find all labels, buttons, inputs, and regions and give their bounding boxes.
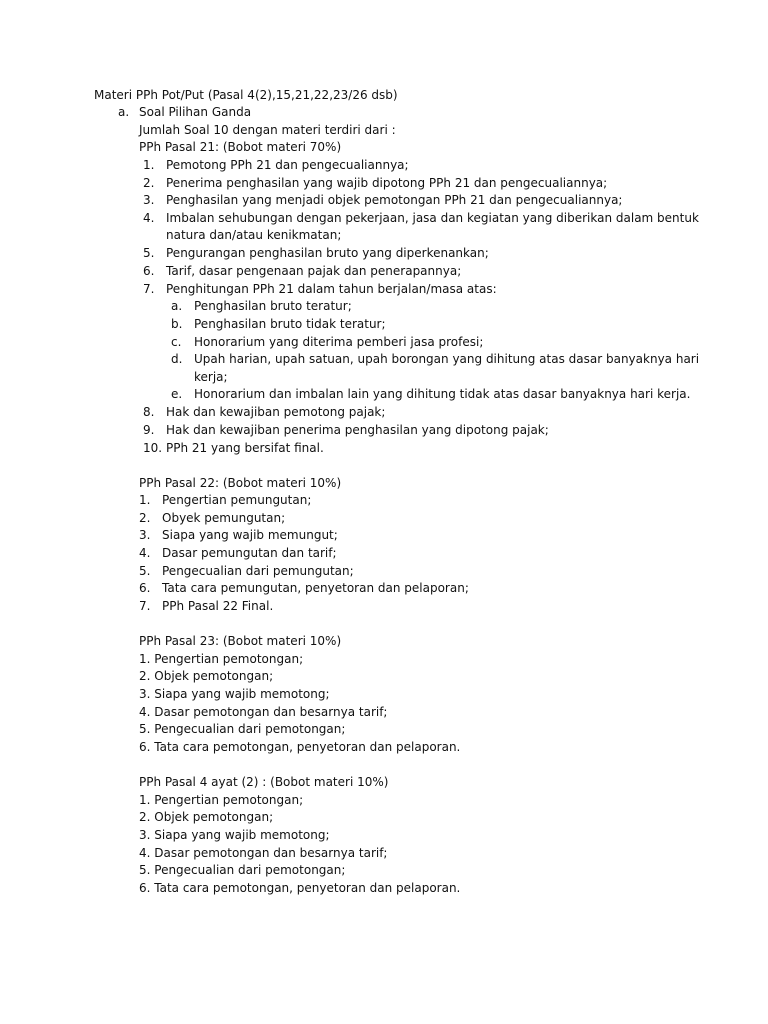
list-item-number: 1. <box>143 158 155 172</box>
list-item-continuation: natura dan/atau kenikmatan; <box>166 228 342 242</box>
sub-item-letter: d. <box>171 352 183 366</box>
list-item: 5. Pengecualian dari pemotongan; <box>139 722 346 736</box>
list-item: Siapa yang wajib memungut; <box>162 528 338 542</box>
section-a-marker: a. <box>118 105 130 119</box>
sub-item-letter: e. <box>171 387 183 401</box>
list-item: 1. Pengertian pemotongan; <box>139 793 304 807</box>
list-item-number: 5. <box>143 246 155 260</box>
sub-item: Penghasilan bruto tidak teratur; <box>194 317 386 331</box>
list-item: Tata cara pemungutan, penyetoran dan pelaporan; <box>162 581 469 595</box>
pasal21-heading: PPh Pasal 21: (Bobot materi 70%) <box>139 140 342 154</box>
list-item: Penghitungan PPh 21 dalam tahun berjalan/masa atas: <box>166 282 497 296</box>
list-item-number: 6. <box>139 581 151 595</box>
list-item: 3. Siapa yang wajib memotong; <box>139 828 330 842</box>
list-item: Penghasilan yang menjadi objek pemotongan PPh 21 dan pengecualiannya; <box>166 193 623 207</box>
section-a-heading: Soal Pilihan Ganda <box>139 105 252 119</box>
pasal22-heading: PPh Pasal 22: (Bobot materi 10%) <box>139 476 342 490</box>
list-item: Hak dan kewajiban penerima penghasilan yang dipotong pajak; <box>166 423 549 437</box>
list-item: Pemotong PPh 21 dan pengecualiannya; <box>166 158 409 172</box>
list-item-number: 4. <box>139 546 151 560</box>
list-item: Obyek pemungutan; <box>162 511 286 525</box>
list-item: Tarif, dasar pengenaan pajak dan penerapannya; <box>166 264 462 278</box>
list-item: 4. Dasar pemotongan dan besarnya tarif; <box>139 846 388 860</box>
document-title: Materi PPh Pot/Put (Pasal 4(2),15,21,22,23/26 dsb) <box>94 88 398 102</box>
list-item-number: 6. <box>143 264 155 278</box>
list-item: Pengurangan penghasilan bruto yang diperkenankan; <box>166 246 489 260</box>
list-item: 2. Objek pemotongan; <box>139 669 274 683</box>
sub-item: Upah harian, upah satuan, upah borongan yang dihitung atas dasar banyaknya hari <box>194 352 700 366</box>
list-item: 3. Siapa yang wajib memotong; <box>139 687 330 701</box>
list-item-number: 2. <box>139 511 151 525</box>
list-item: Dasar pemungutan dan tarif; <box>162 546 337 560</box>
list-item-number: 7. <box>143 282 155 296</box>
list-item-number: 8. <box>143 405 155 419</box>
pasal4-heading: PPh Pasal 4 ayat (2) : (Bobot materi 10%) <box>139 775 389 789</box>
sub-item: Penghasilan bruto teratur; <box>194 299 352 313</box>
list-item: Penerima penghasilan yang wajib dipotong PPh 21 dan pengecualiannya; <box>166 176 608 190</box>
list-item-number: 4. <box>143 211 155 225</box>
sub-item: Honorarium dan imbalan lain yang dihitung tidak atas dasar banyaknya hari kerja. <box>194 387 691 401</box>
pasal23-heading: PPh Pasal 23: (Bobot materi 10%) <box>139 634 342 648</box>
list-item: 5. Pengecualian dari pemotongan; <box>139 863 346 877</box>
list-item-number: 7. <box>139 599 151 613</box>
list-item: 4. Dasar pemotongan dan besarnya tarif; <box>139 705 388 719</box>
list-item-number: 2. <box>143 176 155 190</box>
sub-item-continuation: kerja; <box>194 370 228 384</box>
list-item-number: 3. <box>139 528 151 542</box>
list-item: 2. Objek pemotongan; <box>139 810 274 824</box>
list-item: 1. Pengertian pemotongan; <box>139 652 304 666</box>
list-item-number: 3. <box>143 193 155 207</box>
list-item: Pengertian pemungutan; <box>162 493 312 507</box>
list-item-number: 9. <box>143 423 155 437</box>
list-item: PPh 21 yang bersifat final. <box>166 441 324 455</box>
list-item: Imbalan sehubungan dengan pekerjaan, jasa dan kegiatan yang diberikan dalam bentuk <box>166 211 699 225</box>
list-item: Pengecualian dari pemungutan; <box>162 564 354 578</box>
sub-item-letter: a. <box>171 299 183 313</box>
list-item: 6. Tata cara pemotongan, penyetoran dan pelaporan. <box>139 740 461 754</box>
list-item: Hak dan kewajiban pemotong pajak; <box>166 405 386 419</box>
list-item-number: 1. <box>139 493 151 507</box>
sub-item: Honorarium yang diterima pemberi jasa profesi; <box>194 335 484 349</box>
list-item: 6. Tata cara pemotongan, penyetoran dan pelaporan. <box>139 881 461 895</box>
list-item-number: 5. <box>139 564 151 578</box>
sub-item-letter: b. <box>171 317 183 331</box>
sub-item-letter: c. <box>171 335 182 349</box>
section-a-intro: Jumlah Soal 10 dengan materi terdiri dari : <box>139 123 396 137</box>
list-item: PPh Pasal 22 Final. <box>162 599 274 613</box>
list-item-number: 10. <box>143 441 163 455</box>
